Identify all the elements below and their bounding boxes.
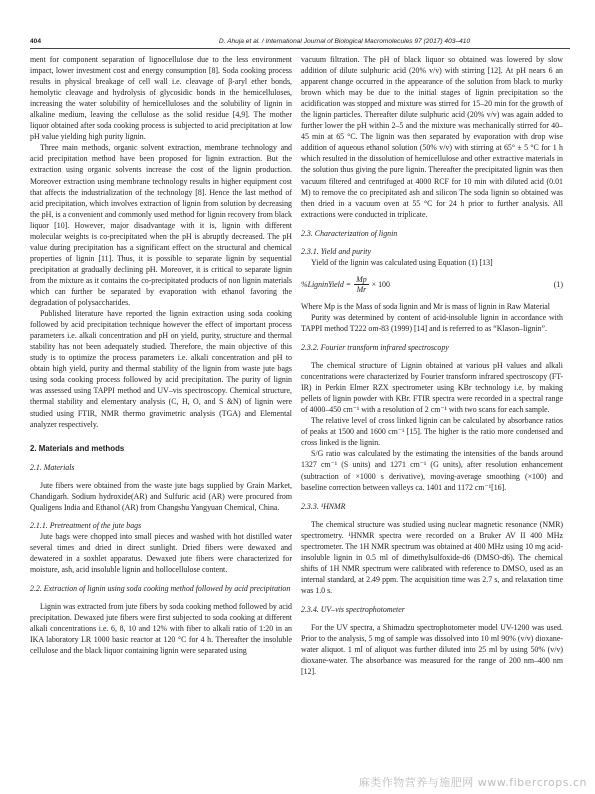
paragraph: Yield of the lignin was calculated using Equation (1) [13] bbox=[311, 257, 493, 267]
subsubsection-heading: 2.3.4. UV–vis spectrophotometer bbox=[301, 604, 405, 614]
subsection-heading: 2.3. Characterization of lignin bbox=[301, 228, 398, 238]
left-column bbox=[30, 54, 292, 656]
equation-number: (1) bbox=[553, 279, 563, 289]
journal-citation: D. Ahuja et al. / International Journal of Biological Macromolecules 97 (2017) 403–410 bbox=[218, 38, 471, 45]
paragraph: Jute bags were chopped into small pieces and washed with hot distilled water several times and dried in direct sunlight. Dried fibers were dewaxed and dewatered in a soxhlet apparatus. Dewaxed jute fibers were characterized for moisture, ash, acid insoluble lignin and hollocellulose content. bbox=[30, 531, 292, 575]
paragraph: Purity was determined by content of acid-insoluble lignin in accordance with TAPPI method T222 om-83 (1999) [14] and is referred to as “Klason–lignin”. bbox=[301, 312, 563, 333]
subsubsection-heading: 2.3.2. Fourier transform infrared spectroscopy bbox=[301, 342, 449, 352]
paragraph: Where Mp is the Mass of soda lignin and Mr is mass of lignin in Raw Material bbox=[301, 301, 550, 311]
section-heading: 2. Materials and methods bbox=[30, 443, 125, 453]
subsection-heading: 2.1. Materials bbox=[30, 462, 75, 472]
subsubsection-heading: 2.1.1. Pretreatment of the jute bags bbox=[30, 520, 142, 530]
header-rule bbox=[30, 48, 570, 49]
site-watermark: 麻类作物营养与施肥网 www.fibercrops.cn bbox=[358, 776, 587, 789]
equation-multiplier: × 100 bbox=[371, 279, 390, 289]
subsubsection-heading: 2.3.3. ¹HNMR bbox=[301, 501, 346, 511]
equation-fraction bbox=[354, 275, 369, 294]
paragraph: The chemical structure was studied using nuclear magnetic resonance (NMR) spectrometry. ¹HNMR spectra were recorded on a Bruker AV II 400 MHz spectrometer. The 1H NMR spectrum was obtained at 400 MHz using 10 mg acid-insoluble lignin in 0.5 ml of dimethylsulfoxide-d6 (DMSO-d6). The chemical shifts of 1H NMR spectrum were calibrated with reference to DMSO, used as an internal standard, at 2.49 ppm. The acquisition time was 2.7 s, and relaxation time was 1.0 s. bbox=[301, 519, 563, 595]
paragraph: The relative level of cross linked lignin can be calculated by absorbance ratios of peaks at 1500 and 1600 cm⁻¹ [15]. The higher is the ratio more condensed and cross linked is the lignin. bbox=[301, 416, 563, 448]
paragraph: The chemical structure of Lignin obtained at various pH values and alkali concentrations were characterized by Fourier transform infrared spectroscopy (FT-IR) in Perkin Elmer RZX spectrometer using KBr technology i.e. by making pellets of lignin powder with KBr. FTIR spectra were recorded in a spectral range of 4000–450 cm⁻¹ with a resolution of 2 cm⁻¹ with two scans for each sample. bbox=[301, 361, 563, 415]
paragraph: Jute fibers were obtained from the waste jute bags supplied by Grain Market, Chandigarh. Sodium hydroxide(AR) and Sulfuric acid (AR) were procured from Qualigens India and Ethanol (AR) from Changshu Yangyuan Chemical, China. bbox=[30, 480, 292, 512]
paragraph: Published literature have reported the lignin extraction using soda cooking followed by acid precipitation technique however the effect of important process parameters i.e. alkali concentration and pH on yield, purity, structure and thermal stability has not been adequately studied. Therefore, the main objective of this study is to optimize the process parameters i.e. alkali concentration and pH to obtain high yield, purity and thermal stability of the lignin from waste jute bags using soda cooking process followed by acid precipitation. The purity of lignin was assessed using TAPPI method and UV–vis spectroscopy. Chemical structure, thermal stability and elementary analysis (C, H, O, and S &N) of lignin were studied using FTIR, NMR thermo gravimetric analysis (TGA) and Elemental analyzer respectively. bbox=[30, 309, 292, 429]
equation-1 bbox=[301, 275, 563, 294]
subsection-heading: 2.2. Extraction of lignin using soda cooking method followed by acid precipitation bbox=[30, 584, 291, 594]
paragraph: ment for component separation of lignocellulose due to the less environment impact, lower investment cost and energy consumption [8]. Soda cooking process results in physical breakage of cell wall i.e. cleavage of β-aryl ether bonds, hemolytic cleavage and hydrolysis of glycosidic bonds in the hemicelluloses, increasing the water solubility of hemicelluloses and the solubility of lignin in alkaline medium, leaving the cellulose as the solid residue [4,9]. The mother liquor obtained after soda cooking process is subjected to acid precipitation at low pH value yielding high purity lignin. bbox=[30, 55, 292, 142]
paragraph: vacuum filtration. The pH of black liquor so obtained was lowered by slow addition of dilute sulphuric acid (20% v/v) with stirring [12]. At pH nears 6 an apparent change occurred in the appearance of the solution from black to murky brown which may be due to the initial stages of lignin precipitation so the acidification was stopped and mixture was stirred for 15–20 min for the growth of the lignin particles. Thereafter dilute sulphuric acid (20% v/v) was again added to further lower the pH within 2–5 and the mixture was mechanically stirred for 40–45 min at 65 °C. The lignin was then separated by evaporation with drop wise addition of aqueous ethanol solution (50% v/v) with stirring at 65° ± 5 °C for 1 h which resulted in the dissolution of hemicellulose and other extractive materials in the solution thus giving the pure lignin. Thereafter the precipitated lignin was then vacuum filtered and centrifuged at 4000 RCF for 10 min with diluted acid (0.01 M) to remove the co precipitated ash and silicon The soda lignin so obtained was then dried in a vacuum oven at 55 °C for 24 h prior to further analysis. All extractions were conducted in triplicate. bbox=[301, 55, 563, 219]
subsubsection-heading: 2.3.1. Yield and purity bbox=[301, 246, 371, 256]
paragraph: S/G ratio was calculated by the estimating the intensities of the bands around 1327 cm⁻¹ (S units) and 1271 cm⁻¹ (G units), after resolution enhancement (subtraction of ×1000 s derivative), moving-average smoothing (×100) and baseline correction between valleys ca. 1401 and 1172 cm⁻¹[16]. bbox=[301, 449, 563, 492]
page-number: 404 bbox=[30, 38, 42, 45]
running-head bbox=[30, 38, 570, 45]
paragraph: For the UV spectra, a Shimadzu spectrophotometer model UV-1200 was used. Prior to the analysis, 5 mg of sample was dissolved into 10 ml 90% (v/v) dioxane-water aliquot. 1 ml of aliquot was further diluted into 25 ml by using 50% (v/v) dioxane-water. The absorbance was measured for the range of 200 nm–400 nm [12]. bbox=[301, 623, 563, 677]
paragraph: Lignin was extracted from jute fibers by soda cooking method followed by acid precipitation. Dewaxed jute fibers were first subjected to soda cooking at different alkali concentrations i.e. 6, 8, 10 and 12% with fiber to alkali ratio of 1:20 in an IKA laboratory LR 1000 basic reactor at 120 °C for 4 h. Thereafter the insoluble cellulose and the black liquor containing lignin were separated using bbox=[30, 602, 292, 656]
equation-numerator: Mp bbox=[356, 274, 367, 284]
right-column bbox=[301, 54, 563, 677]
equation-lhs: %LigninYield = bbox=[301, 279, 352, 289]
equation-denominator: Mr bbox=[356, 284, 367, 294]
paragraph: Three main methods, organic solvent extraction, membrane technology and acid precipitation method have been proposed for lignin extraction. But the extraction using organic solvents increase the cost of the lignin production. Moreover extraction using membrane technology results in higher equipment cost that affects the industrialization of the technology [8]. Hence the last method of acid precipitation, which involves extraction of lignin from solution by decreasing the pH, is a convenient and commonly used method for lignin recovery from black liquor [10]. However, major disadvantage with it is, lignin with different molecular weights is co-precipitated when the pH is abruptly decreased. The pH value during precipitation has a significant effect on the structural and chemical properties of lignin [11]. Thus, it is possible to separate lignin by sequential precipitation at gradually declining pH. Moreover, it is critical to separate lignin from the mixture as it contains the co-precipitated products of non lignin materials which can further be separated by evaporation with ethanol favoring the degradation of polysaccharides. bbox=[30, 143, 292, 308]
